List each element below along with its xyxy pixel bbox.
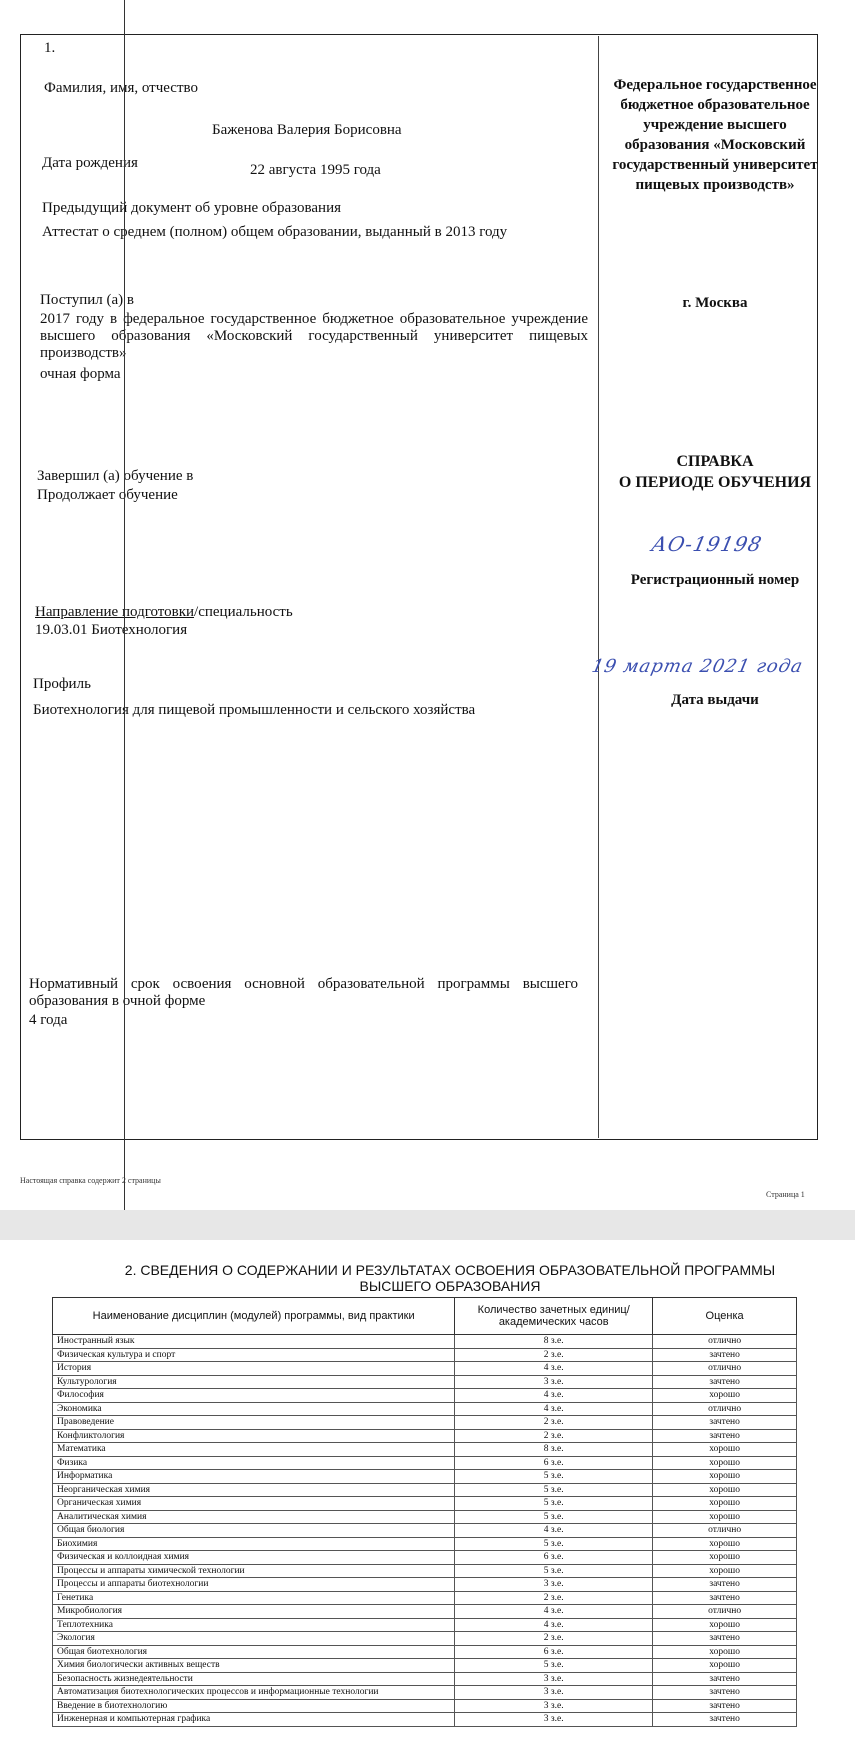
table-row bbox=[53, 1713, 797, 1727]
grade-cell: отлично bbox=[653, 1605, 797, 1619]
table-row bbox=[53, 1699, 797, 1713]
grade-cell: отлично bbox=[653, 1402, 797, 1416]
footer-page-number: Страница 1 bbox=[766, 1190, 805, 1199]
grade-cell: хорошо bbox=[653, 1470, 797, 1484]
discipline-cell: Теплотехника bbox=[53, 1618, 455, 1632]
credits-cell: 8 з.е. bbox=[455, 1335, 653, 1349]
certificate-page-2 bbox=[0, 1240, 855, 1749]
grade-cell: зачтено bbox=[653, 1375, 797, 1389]
footer-pages-note: Настоящая справка содержит 2 страницы bbox=[20, 1176, 161, 1185]
discipline-cell: Культурология bbox=[53, 1375, 455, 1389]
credits-cell: 6 з.е. bbox=[455, 1551, 653, 1565]
admitted-label: Поступил (а) в bbox=[40, 292, 134, 308]
city: г. Москва bbox=[682, 295, 748, 311]
discipline-cell: Экономика bbox=[53, 1402, 455, 1416]
table-row bbox=[53, 1605, 797, 1619]
discipline-cell: Общая биотехнология bbox=[53, 1645, 455, 1659]
credits-cell: 5 з.е. bbox=[455, 1537, 653, 1551]
discipline-cell: Химия биологически активных веществ bbox=[53, 1659, 455, 1673]
discipline-cell: Информатика bbox=[53, 1470, 455, 1484]
doc-title-line2: О ПЕРИОДЕ ОБУЧЕНИЯ bbox=[618, 474, 812, 491]
grade-cell: зачтено bbox=[653, 1429, 797, 1443]
section-2-title bbox=[100, 1262, 800, 1294]
grade-cell: хорошо bbox=[653, 1659, 797, 1673]
grade-cell: зачтено bbox=[653, 1672, 797, 1686]
section-number: 1. bbox=[44, 40, 56, 56]
credits-cell: 5 з.е. bbox=[455, 1470, 653, 1484]
direction-value: 19.03.01 Биотехнология bbox=[35, 622, 188, 638]
credits-cell: 3 з.е. bbox=[455, 1699, 653, 1713]
discipline-cell: Конфликтология bbox=[53, 1429, 455, 1443]
table-row bbox=[53, 1348, 797, 1362]
discipline-cell: Математика bbox=[53, 1443, 455, 1457]
profile-label: Профиль bbox=[33, 676, 91, 692]
discipline-cell: Процессы и аппараты биотехнологии bbox=[53, 1578, 455, 1592]
grade-cell: хорошо bbox=[653, 1510, 797, 1524]
reg-number-label: Регистрационный номер bbox=[630, 572, 800, 588]
grade-cell: хорошо bbox=[653, 1389, 797, 1403]
credits-cell: 5 з.е. bbox=[455, 1497, 653, 1511]
table-row bbox=[53, 1578, 797, 1592]
credits-cell: 2 з.е. bbox=[455, 1348, 653, 1362]
grades-table-body bbox=[53, 1335, 797, 1727]
grade-cell: зачтено bbox=[653, 1632, 797, 1646]
grade-cell: хорошо bbox=[653, 1551, 797, 1565]
discipline-cell: Процессы и аппараты химической технологии bbox=[53, 1564, 455, 1578]
reg-number-handwritten: АО-19198 bbox=[649, 532, 765, 556]
grade-cell: зачтено bbox=[653, 1713, 797, 1727]
grade-cell: хорошо bbox=[653, 1483, 797, 1497]
discipline-cell: Инженерная и компьютерная графика bbox=[53, 1713, 455, 1727]
table-row bbox=[53, 1672, 797, 1686]
discipline-cell: Введение в биотехнологию bbox=[53, 1699, 455, 1713]
grade-cell: отлично bbox=[653, 1335, 797, 1349]
birth-value: 22 августа 1995 года bbox=[250, 162, 381, 178]
discipline-cell: Безопасность жизнедеятельности bbox=[53, 1672, 455, 1686]
discipline-cell: Физическая и коллоидная химия bbox=[53, 1551, 455, 1565]
institution-name: Федеральное государственное бюджетное образовательное учреждение высшего образования «Московский государственный университет пищевых производств» bbox=[612, 77, 818, 193]
grades-table bbox=[52, 1297, 797, 1727]
table-row bbox=[53, 1443, 797, 1457]
table-row bbox=[53, 1645, 797, 1659]
table-row bbox=[53, 1618, 797, 1632]
norm-term-value: 4 года bbox=[29, 1012, 68, 1028]
credits-cell: 5 з.е. bbox=[455, 1510, 653, 1524]
study-form: очная форма bbox=[40, 366, 121, 382]
header-grade: Оценка bbox=[653, 1298, 797, 1335]
table-row bbox=[53, 1362, 797, 1376]
table-row bbox=[53, 1659, 797, 1673]
credits-cell: 2 з.е. bbox=[455, 1429, 653, 1443]
grade-cell: зачтено bbox=[653, 1578, 797, 1592]
grade-cell: зачтено bbox=[653, 1348, 797, 1362]
discipline-cell: Общая биология bbox=[53, 1524, 455, 1538]
credits-cell: 8 з.е. bbox=[455, 1443, 653, 1457]
credits-cell: 3 з.е. bbox=[455, 1578, 653, 1592]
scan-fold-line bbox=[124, 0, 125, 1210]
grade-cell: зачтено bbox=[653, 1686, 797, 1700]
column-divider bbox=[598, 36, 599, 1138]
continues-text: Продолжает обучение bbox=[37, 487, 178, 503]
grade-cell: хорошо bbox=[653, 1497, 797, 1511]
profile-value: Биотехнология для пищевой промышленности и сельского хозяйства bbox=[33, 702, 476, 718]
grades-table-header bbox=[53, 1298, 797, 1335]
prev-doc-label: Предыдущий документ об уровне образования bbox=[42, 200, 342, 216]
table-row bbox=[53, 1497, 797, 1511]
doc-title-line1: СПРАВКА bbox=[676, 453, 754, 470]
discipline-cell: Экология bbox=[53, 1632, 455, 1646]
discipline-cell: Автоматизация биотехнологических процессов и информационные технологии bbox=[53, 1686, 455, 1700]
grade-cell: отлично bbox=[653, 1362, 797, 1376]
discipline-cell: Иностранный язык bbox=[53, 1335, 455, 1349]
table-row bbox=[53, 1470, 797, 1484]
discipline-cell: Философия bbox=[53, 1389, 455, 1403]
discipline-cell: Неорганическая химия bbox=[53, 1483, 455, 1497]
credits-cell: 2 з.е. bbox=[455, 1416, 653, 1430]
table-row bbox=[53, 1537, 797, 1551]
credits-cell: 3 з.е. bbox=[455, 1713, 653, 1727]
credits-cell: 4 з.е. bbox=[455, 1524, 653, 1538]
table-row bbox=[53, 1483, 797, 1497]
credits-cell: 4 з.е. bbox=[455, 1402, 653, 1416]
discipline-cell: Биохимия bbox=[53, 1537, 455, 1551]
table-row bbox=[53, 1524, 797, 1538]
admitted-text: 2017 году в федеральное государственное бюджетное образовательное учреждение высшего образования «Московский государственный университет пищевых производств» bbox=[40, 311, 588, 361]
credits-cell: 6 з.е. bbox=[455, 1456, 653, 1470]
credits-cell: 2 з.е. bbox=[455, 1632, 653, 1646]
table-row bbox=[53, 1375, 797, 1389]
credits-cell: 4 з.е. bbox=[455, 1618, 653, 1632]
credits-cell: 4 з.е. bbox=[455, 1605, 653, 1619]
grade-cell: зачтено bbox=[653, 1591, 797, 1605]
issue-date-label: Дата выдачи bbox=[671, 692, 759, 708]
credits-cell: 4 з.е. bbox=[455, 1389, 653, 1403]
header-credits: Количество зачетных единиц/ академических часов bbox=[455, 1298, 653, 1335]
table-row bbox=[53, 1456, 797, 1470]
table-row bbox=[53, 1510, 797, 1524]
header-discipline: Наименование дисциплин (модулей) программы, вид практики bbox=[53, 1298, 455, 1335]
issue-date-handwritten: 19 марта 2021 года bbox=[589, 656, 806, 677]
discipline-cell: Органическая химия bbox=[53, 1497, 455, 1511]
credits-cell: 3 з.е. bbox=[455, 1672, 653, 1686]
table-row bbox=[53, 1591, 797, 1605]
credits-cell: 3 з.е. bbox=[455, 1375, 653, 1389]
section-2-title-line1: 2. СВЕДЕНИЯ О СОДЕРЖАНИИ И РЕЗУЛЬТАТАХ ОСВОЕНИЯ ОБРАЗОВАТЕЛЬНОЙ ПРОГРАММЫ bbox=[124, 1262, 776, 1278]
grade-cell: зачтено bbox=[653, 1699, 797, 1713]
grade-cell: отлично bbox=[653, 1524, 797, 1538]
table-row bbox=[53, 1402, 797, 1416]
credits-cell: 4 з.е. bbox=[455, 1362, 653, 1376]
table-row bbox=[53, 1389, 797, 1403]
prev-doc-value: Аттестат о среднем (полном) общем образовании, выданный в 2013 году bbox=[42, 224, 508, 240]
discipline-cell: Генетика bbox=[53, 1591, 455, 1605]
credits-cell: 5 з.е. bbox=[455, 1564, 653, 1578]
discipline-cell: Физическая культура и спорт bbox=[53, 1348, 455, 1362]
table-row bbox=[53, 1564, 797, 1578]
discipline-cell: Правоведение bbox=[53, 1416, 455, 1430]
table-row bbox=[53, 1335, 797, 1349]
discipline-cell: Аналитическая химия bbox=[53, 1510, 455, 1524]
credits-cell: 5 з.е. bbox=[455, 1659, 653, 1673]
table-row bbox=[53, 1686, 797, 1700]
grade-cell: хорошо bbox=[653, 1537, 797, 1551]
birth-label: Дата рождения bbox=[42, 155, 138, 171]
completed-label: Завершил (а) обучение в bbox=[37, 468, 194, 484]
credits-cell: 5 з.е. bbox=[455, 1483, 653, 1497]
norm-term-text: Нормативный срок освоения основной образовательной программы высшего образования в очной форме bbox=[29, 976, 578, 1009]
grade-cell: хорошо bbox=[653, 1618, 797, 1632]
grade-cell: хорошо bbox=[653, 1564, 797, 1578]
grade-cell: зачтено bbox=[653, 1416, 797, 1430]
direction-label-underlined: Направление подготовки bbox=[35, 604, 195, 620]
discipline-cell: Микробиология bbox=[53, 1605, 455, 1619]
credits-cell: 2 з.е. bbox=[455, 1591, 653, 1605]
table-row bbox=[53, 1551, 797, 1565]
grade-cell: хорошо bbox=[653, 1645, 797, 1659]
table-row bbox=[53, 1429, 797, 1443]
discipline-cell: История bbox=[53, 1362, 455, 1376]
grade-cell: хорошо bbox=[653, 1443, 797, 1457]
discipline-cell: Физика bbox=[53, 1456, 455, 1470]
credits-cell: 6 з.е. bbox=[455, 1645, 653, 1659]
fio-value: Баженова Валерия Борисовна bbox=[212, 122, 402, 138]
table-row bbox=[53, 1632, 797, 1646]
section-2-title-line2: ВЫСШЕГО ОБРАЗОВАНИЯ bbox=[359, 1278, 541, 1294]
grade-cell: хорошо bbox=[653, 1456, 797, 1470]
fio-label: Фамилия, имя, отчество bbox=[44, 80, 198, 96]
credits-cell: 3 з.е. bbox=[455, 1686, 653, 1700]
direction-label bbox=[35, 604, 293, 621]
direction-label-rest: /специальность bbox=[194, 604, 293, 620]
table-row bbox=[53, 1416, 797, 1430]
